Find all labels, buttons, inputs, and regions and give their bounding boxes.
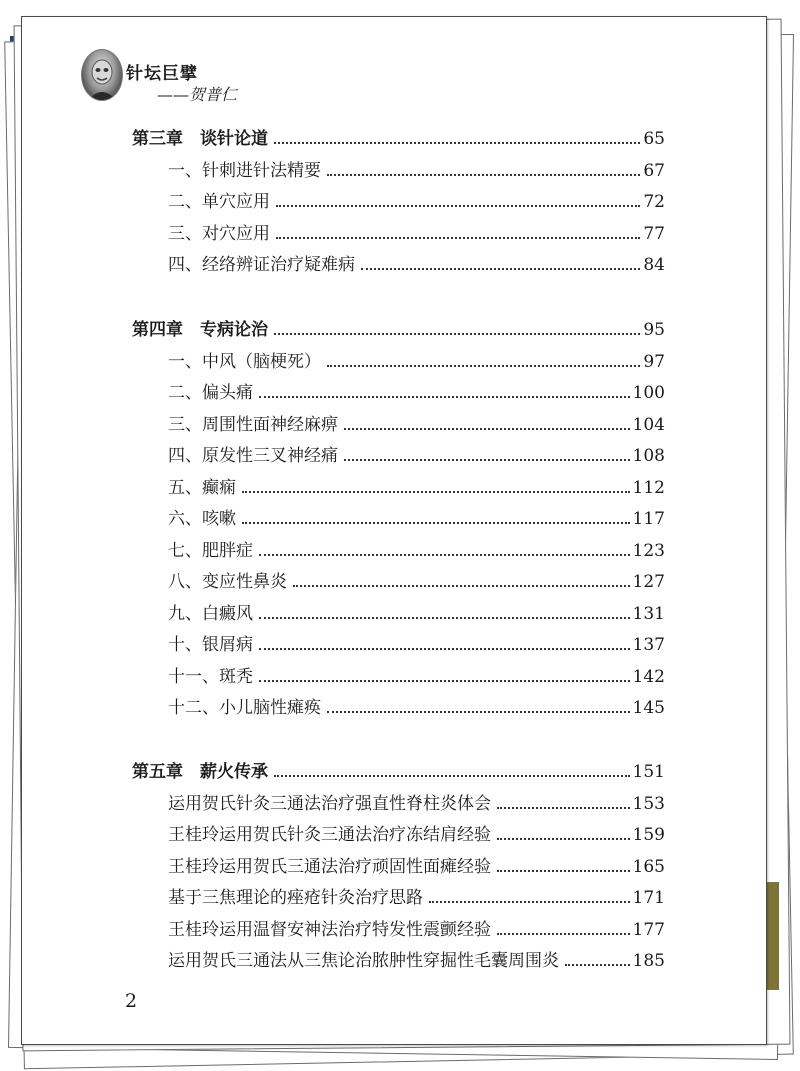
page-number: 2 [125,990,138,1012]
entry-title: 二、单穴应用 [168,192,270,212]
entry-title: 一、中风（脑梗死） [168,351,321,372]
dot-leader [344,459,630,461]
toc-entry-row [168,540,665,562]
dot-leader [259,680,630,682]
dot-leader [259,617,630,619]
page-ref: 95 [643,320,665,340]
toc-chapter-row [132,761,665,783]
chapter-title: 第五章 薪火传承 [132,762,268,782]
entry-title: 十二、小儿脑性瘫痪 [168,698,321,718]
dot-leader [274,333,640,335]
entry-title: 十、银屑病 [168,635,253,655]
entry-title: 四、原发性三叉神经痛 [168,446,338,466]
toc-entry-row [168,793,665,815]
entry-title: 一、针刺进针法精要 [168,160,321,181]
dot-leader [361,268,640,270]
toc-chapter-row [132,128,665,150]
toc-entry-row [168,445,665,467]
toc-entry-row [168,666,665,688]
dot-leader [259,554,630,556]
toc-chapter-row [132,319,665,341]
entry-title: 王桂玲运用贺氏三通法治疗顽固性面瘫经验 [168,856,491,877]
toc-entry-row [168,382,665,404]
dot-leader [327,174,640,176]
page-ref: 72 [643,192,665,212]
dot-leader [327,711,630,713]
dot-leader [242,491,630,493]
page-ref: 171 [632,888,665,908]
toc-entry-row [168,160,665,182]
entry-title: 五、癫痫 [168,477,236,498]
entry-title: 三、对穴应用 [168,223,270,244]
page-ref: 151 [632,762,665,782]
dot-leader [497,807,630,809]
toc-entry-row [168,887,665,909]
dot-leader [565,964,630,966]
dot-leader [242,522,630,524]
toc-entry-row [168,508,665,530]
entry-title: 二、偏头痛 [168,383,253,403]
dot-leader [497,870,630,872]
stacked-page-edge-right [765,882,779,990]
page-ref: 142 [632,666,665,687]
page-ref: 153 [632,793,665,814]
dot-leader [259,396,630,398]
page-ref: 127 [632,572,665,592]
page-ref: 123 [632,540,665,561]
entry-title: 四、经络辨证治疗疑难病 [168,255,355,275]
page-ref: 77 [643,223,665,244]
page-ref: 165 [632,856,665,877]
page-ref: 131 [632,603,665,624]
entry-title: 十一、斑秃 [168,666,253,687]
series-title: 针坛巨擘 [126,64,198,84]
entry-title: 运用贺氏针灸三通法治疗强直性脊柱炎体会 [168,793,491,814]
toc-entry-row [168,824,665,846]
toc-entry-row [168,223,665,245]
table-of-contents [22,17,766,977]
toc-entry-row [168,856,665,878]
entry-title: 八、变应性鼻炎 [168,572,287,592]
toc-entry-row [168,254,665,276]
entry-title: 七、肥胖症 [168,540,253,561]
dot-leader [497,838,630,840]
author-signature: ——贺普仁 [157,85,238,104]
dot-leader [293,585,630,587]
toc-entry-row [168,950,665,972]
toc-entry-row [168,191,665,213]
dot-leader [327,365,640,367]
entry-title: 王桂玲运用温督安神法治疗特发性震颤经验 [168,919,491,940]
chapter-title: 第三章 谈针论道 [132,129,268,149]
entry-title: 六、咳嗽 [168,509,236,529]
toc-entry-row [168,603,665,625]
toc-entry-row [168,697,665,719]
book-page [21,16,767,1045]
toc-entry-row [168,351,665,373]
toc-entry-row [168,477,665,499]
page-ref: 104 [632,414,665,435]
page-ref: 159 [632,825,665,845]
dot-leader [344,428,630,430]
page-ref: 84 [643,255,665,275]
dot-leader [274,142,640,144]
page-ref: 112 [632,477,665,498]
dot-leader [276,237,640,239]
page-ref: 97 [643,351,665,372]
dot-leader [429,901,630,903]
page-ref: 177 [632,919,665,940]
toc-entry-row [168,414,665,436]
entry-title: 基于三焦理论的痤疮针灸治疗思路 [168,888,423,908]
dot-leader [274,775,630,777]
entry-title: 运用贺氏三通法从三焦论治脓肿性穿掘性毛囊周围炎 [168,951,559,971]
page-ref: 100 [632,383,665,403]
page-ref: 67 [643,160,665,181]
page-ref: 145 [632,698,665,718]
entry-title: 三、周围性面神经麻痹 [168,414,338,435]
dot-leader [497,933,630,935]
toc-entry-row [168,571,665,593]
dot-leader [276,205,640,207]
page-ref: 108 [632,446,665,466]
page-ref: 65 [643,129,665,149]
page-ref: 185 [632,951,665,971]
chapter-title: 第四章 专病论治 [132,320,268,340]
dot-leader [259,648,630,650]
toc-entry-row [168,919,665,941]
entry-title: 王桂玲运用贺氏针灸三通法治疗冻结肩经验 [168,825,491,845]
toc-entry-row [168,634,665,656]
page-ref: 137 [632,635,665,655]
entry-title: 九、白癜风 [168,603,253,624]
page-ref: 117 [632,509,665,529]
